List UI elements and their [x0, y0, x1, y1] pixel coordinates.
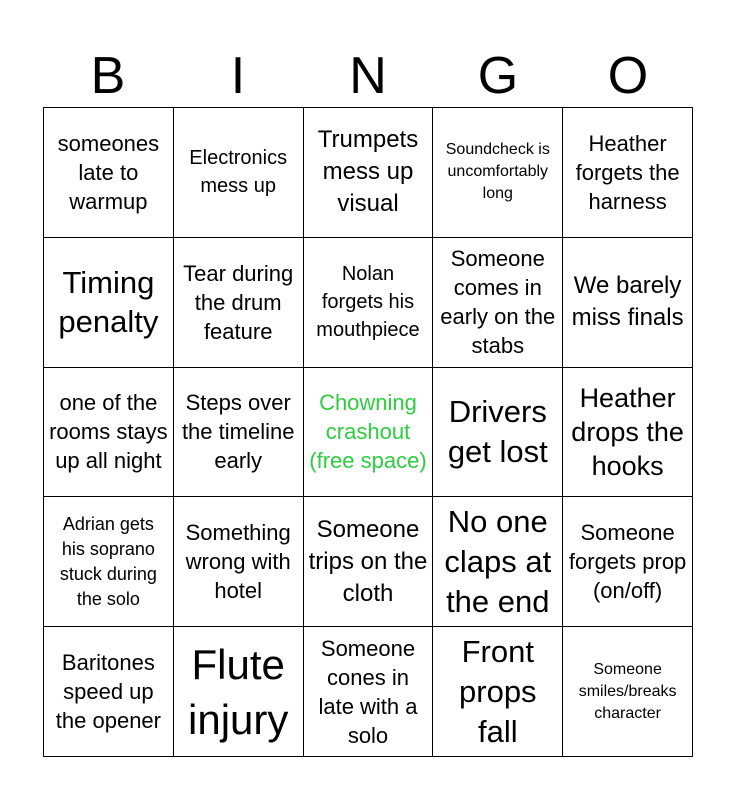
bingo-cell[interactable]: [433, 497, 563, 627]
cell-text: Flute injury: [188, 640, 289, 743]
bingo-cell[interactable]: [44, 108, 174, 238]
cell-text: Someone smiles/breaks character: [578, 660, 677, 722]
bingo-cell[interactable]: [304, 108, 434, 238]
cell-text: We barely miss finals: [571, 272, 684, 332]
bingo-cell[interactable]: [433, 108, 563, 238]
cell-text: Nolan forgets his mouthpiece: [316, 263, 420, 342]
bingo-cell[interactable]: [433, 627, 563, 757]
cell-text: Something wrong with hotel: [185, 520, 291, 604]
cell-text: Heather drops the hooks: [571, 382, 684, 481]
bingo-cell[interactable]: [304, 497, 434, 627]
bingo-header: [43, 45, 693, 107]
bingo-cell[interactable]: [563, 368, 693, 498]
cell-text: Drivers get lost: [447, 393, 548, 469]
cell-text: Timing penalty: [58, 265, 159, 340]
bingo-grid: [43, 107, 693, 757]
cell-text: Heather forgets the harness: [575, 130, 680, 214]
bingo-cell[interactable]: [174, 627, 304, 757]
cell-text: Someone cones in late with a solo: [318, 635, 418, 748]
bingo-cell[interactable]: [304, 238, 434, 368]
bingo-cell[interactable]: [563, 238, 693, 368]
cell-text: Trumpets mess up visual: [317, 126, 419, 218]
cell-text: Baritones speed up the opener: [55, 650, 161, 734]
cell-text: Tear during the drum feature: [183, 260, 294, 344]
cell-text: Someone trips on the cloth: [308, 515, 428, 607]
bingo-cell[interactable]: [433, 368, 563, 498]
bingo-cell[interactable]: [563, 497, 693, 627]
bingo-cell[interactable]: [44, 627, 174, 757]
header-letter-b: B: [90, 47, 126, 105]
bingo-cell[interactable]: [563, 108, 693, 238]
cell-text: No one claps at the end: [444, 503, 552, 619]
cell-text: Adrian gets his soprano stuck during the solo: [59, 513, 157, 609]
bingo-cell[interactable]: [44, 238, 174, 368]
bingo-cell[interactable]: [174, 368, 304, 498]
free-space-cell[interactable]: [304, 368, 434, 498]
header-letter-o: O: [607, 47, 649, 105]
cell-text: Front props fall: [459, 633, 537, 749]
cell-text: Steps over the timeline early: [181, 390, 295, 474]
bingo-cell[interactable]: [174, 238, 304, 368]
cell-text: someones late to warmup: [57, 130, 160, 214]
bingo-cell[interactable]: [174, 497, 304, 627]
cell-text: Soundcheck is uncomfortably long: [445, 141, 550, 203]
bingo-cell[interactable]: [174, 108, 304, 238]
header-letter-i: I: [230, 47, 246, 105]
bingo-cell[interactable]: [44, 368, 174, 498]
cell-text: Electronics mess up: [189, 147, 288, 198]
cell-text: one of the rooms stays up all night: [49, 390, 168, 474]
header-letter-n: N: [349, 47, 387, 105]
bingo-cell[interactable]: [433, 238, 563, 368]
bingo-cell[interactable]: [304, 627, 434, 757]
cell-text: Someone forgets prop (on/off): [568, 520, 687, 604]
header-letter-g: G: [477, 47, 519, 105]
bingo-cell[interactable]: [563, 627, 693, 757]
bingo-cell[interactable]: [44, 497, 174, 627]
free-space-text: Chowning crashout (free space): [309, 390, 427, 474]
cell-text: Someone comes in early on the stabs: [440, 246, 556, 359]
